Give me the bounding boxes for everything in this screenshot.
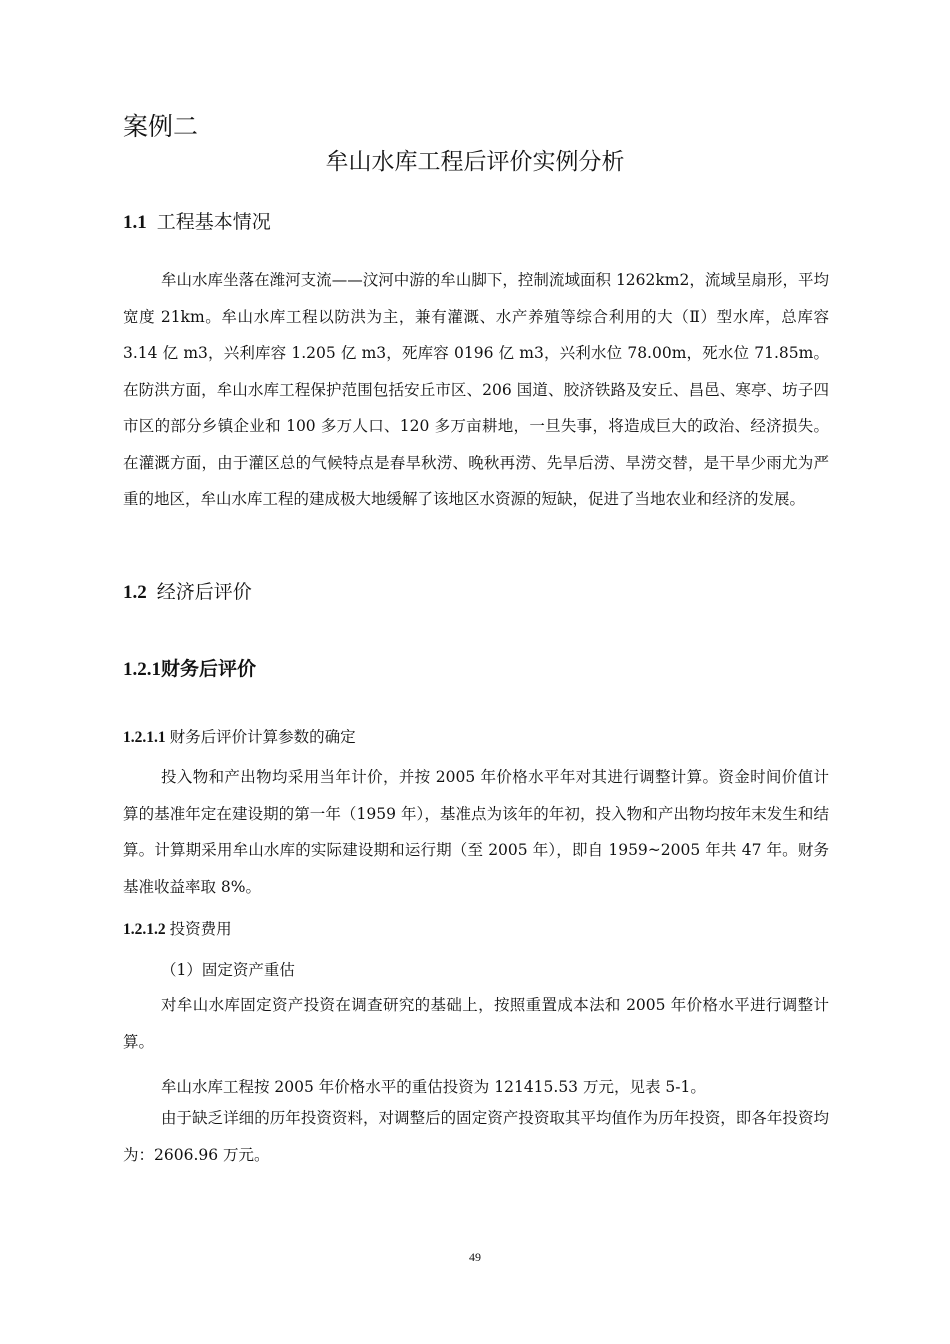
section-heading-1-2 xyxy=(123,579,252,606)
page-number: 49 xyxy=(469,1250,481,1264)
section-heading-1-2-1 xyxy=(123,656,256,683)
section-heading-1-1 xyxy=(123,209,271,236)
paragraph-revalued-investment: 牟山水库工程按 2005 年价格水平的重估投资为 121415.53 万元，见表 5-1。 xyxy=(161,1078,706,1096)
section-heading-1-2-1-2 xyxy=(123,917,232,942)
paragraph-parameters: 投入物和产出物均采用当年计价，并按 2005 年价格水平年对其进行调整计算。资金时间价值计算的基准年定在建设期的第一年（1959 年），基准点为该年的年初，投入物和产出物均按年末发生和结算。计算期采用牟山水库的实际建设期和运行期（至 2005 年），即自 1959~2005 年共 47 年。财务基准收益率取 8%。 xyxy=(123,768,829,896)
section-number: 1.2.1.1 xyxy=(123,729,166,746)
section-title: 工程基本情况 xyxy=(156,211,271,233)
section-title: 投资费用 xyxy=(169,920,232,938)
paragraph-annual-investment: 由于缺乏详细的历年投资资料，对调整后的固定资产投资取其平均值作为历年投资，即各年投资均为：2606.96 万元。 xyxy=(123,1109,829,1164)
paragraph-basic-info: 牟山水库坐落在潍河支流——汶河中游的牟山脚下，控制流域面积 1262km2，流域呈扇形，平均宽度 21km。牟山水库工程以防洪为主，兼有灌溉、水产养殖等综合利用的大（Ⅱ）型水库，总库容 3.14 亿 m3，兴利库容 1.205 亿 m3，死库容 0196 亿 m3，兴利水位 78.00m，死水位 71.85m。在防洪方面，牟山水库工程保护范围包括安丘市区、206 国道、胶济铁路及安丘、昌邑、寒亭、坊子四市区的部分乡镇企业和 100 多万人口、120 多万亩耕地，一旦失事，将造成巨大的政治、经济损失。在灌溉方面，由于灌区总的气候特点是春旱秋涝、晚秋再涝、先旱后涝、旱涝交替，是干旱少雨尤为严重的地区，牟山水库工程的建成极大地缓解了该地区水资源的短缺，促进了当地农业和经济的发展。 xyxy=(123,271,829,508)
page-title: 牟山水库工程后评价实例分析 xyxy=(325,149,625,175)
section-heading-1-2-1-1 xyxy=(123,725,356,750)
section-number: 1.2 xyxy=(123,582,147,603)
section-title: 经济后评价 xyxy=(156,581,252,603)
list-item-fixed-assets: （1）固定资产重估 xyxy=(161,961,295,979)
paragraph-revaluation: 对牟山水库固定资产投资在调查研究的基础上，按照重置成本法和 2005 年价格水平进行调整计算。 xyxy=(123,996,829,1051)
section-number: 1.1 xyxy=(123,212,147,233)
section-title: 财务后评价计算参数的确定 xyxy=(169,728,356,746)
section-title: 财务后评价 xyxy=(161,658,257,680)
case-label: 案例二 xyxy=(123,112,199,141)
section-number: 1.2.1 xyxy=(123,659,161,680)
section-number: 1.2.1.2 xyxy=(123,921,166,938)
